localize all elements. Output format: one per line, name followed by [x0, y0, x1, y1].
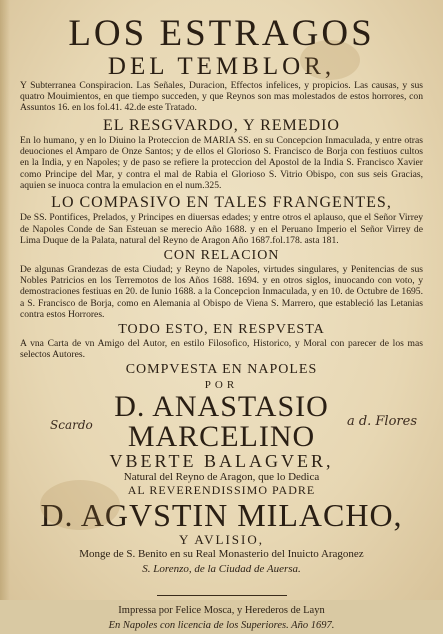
author-origin: Natural del Reyno de Aragon, que lo Dedica: [123, 470, 320, 483]
section-text-resguardo: En lo humano, y en lo Diuino la Proteccion de MARIA SS. en su Concepcion Inmaculada, y entre otras deuociones el Amparo de Onze Santos; y de ellos el Glorioso S. Francisco de Borja con festiuos cultos en la India, y en Napoles; y de paso se refiere la proteccion del Apostol de la India S. Francisco Xavier como Principe del Mar, y contra el mal de Rabia el Glorioso S. Vitrio Obispo, con sus seis Gracias, aquien se inuoca contra la emulacion en el num.325.: [20, 135, 423, 191]
title-line-1: LOS ESTRAGOS: [68, 13, 375, 54]
por-line: POR: [204, 378, 239, 391]
section-heading-relacion: CON RELACION: [163, 247, 280, 263]
section-heading-respuesta: TODO ESTO, EN RESPVESTA: [118, 321, 325, 337]
handwritten-note-left: Scardo: [50, 418, 93, 432]
paper-stain: [40, 480, 120, 530]
divider-rule: [157, 595, 287, 596]
dedicatee-place: S. Lorenzo, de la Ciudad de Auersa.: [142, 563, 301, 576]
composed-line: COMPVESTA EN NAPOLES: [125, 362, 318, 378]
section-text-compasivo: De SS. Pontifices, Prelados, y Principes en diuersas edades; y entre otros el aplauso, que el Señor Virrey de Napoles Conde de San Esteuan se merecio Año 1688. y en el Peruano Imperio el Señor Virrey de Lima Duque de la Palata, natural del Reyno de Aragon Año 1687.fol.178. asta 181.: [20, 212, 423, 246]
dedicatee-title: Monge de S. Benito en su Real Monasterio del Inuicto Aragonez: [79, 548, 364, 561]
paper-stain: [300, 40, 360, 80]
title-line-2: DEL TEMBLOR,: [107, 52, 336, 80]
intro-paragraph: Y Subterranea Conspiracion. Las Señales, Duracion, Effectos infelices, y propicios. Las causas, y sus quatro Mouimientos, en que tiempo succeden, y que Reynos son mas molestados de estos horrores, con Assuntos 16. en los fol.41. 42.de este Tratado.: [20, 80, 423, 114]
author-surname: VBERTE BALAGVER,: [109, 450, 334, 471]
dedicatee-surname: Y AVLISIO,: [178, 532, 264, 548]
dedicatee-name: D. AGVSTIN MILACHO,: [40, 497, 403, 534]
imprint-license: En Napoles con licencia de los Superiores. Año 1697.: [108, 619, 335, 631]
section-heading-resguardo: EL RESGVARDO, Y REMEDIO: [103, 116, 340, 134]
dedication-line: AL REVERENDISSIMO PADRE: [127, 482, 316, 497]
author-name: D. ANASTASIO MARCELINO: [114, 389, 329, 453]
imprint-printer: Impressa por Felice Mosca, y Herederos de Layn: [118, 605, 325, 617]
section-text-respuesta: A vna Carta de vn Amigo del Autor, en estilo Filosofico, Historico, y Moral con parecer de los mas selectos Autores.: [20, 338, 423, 361]
section-heading-compasivo: LO COMPASIVO EN TALES FRANGENTES,: [51, 193, 392, 211]
section-text-relacion: De algunas Grandezas de esta Ciudad; y Reyno de Napoles, virtudes singulares, y Penitencias de sus Nobles Patricios en los Terremotos de los Años 1688. 1694. y en otros siglos, inuocando con voto, y demostraciones festiuas en 20. de Iunio 1688. a la Concepcion Inmaculada, y en 10. de Octubre de 1695. a S. Francisco de Borja, como en Alemania al Obispo de Viena S. Marrero, que estableció las Letanias contra estos Horrores.: [20, 264, 423, 320]
handwritten-note-right: a d. Flores: [346, 414, 417, 429]
